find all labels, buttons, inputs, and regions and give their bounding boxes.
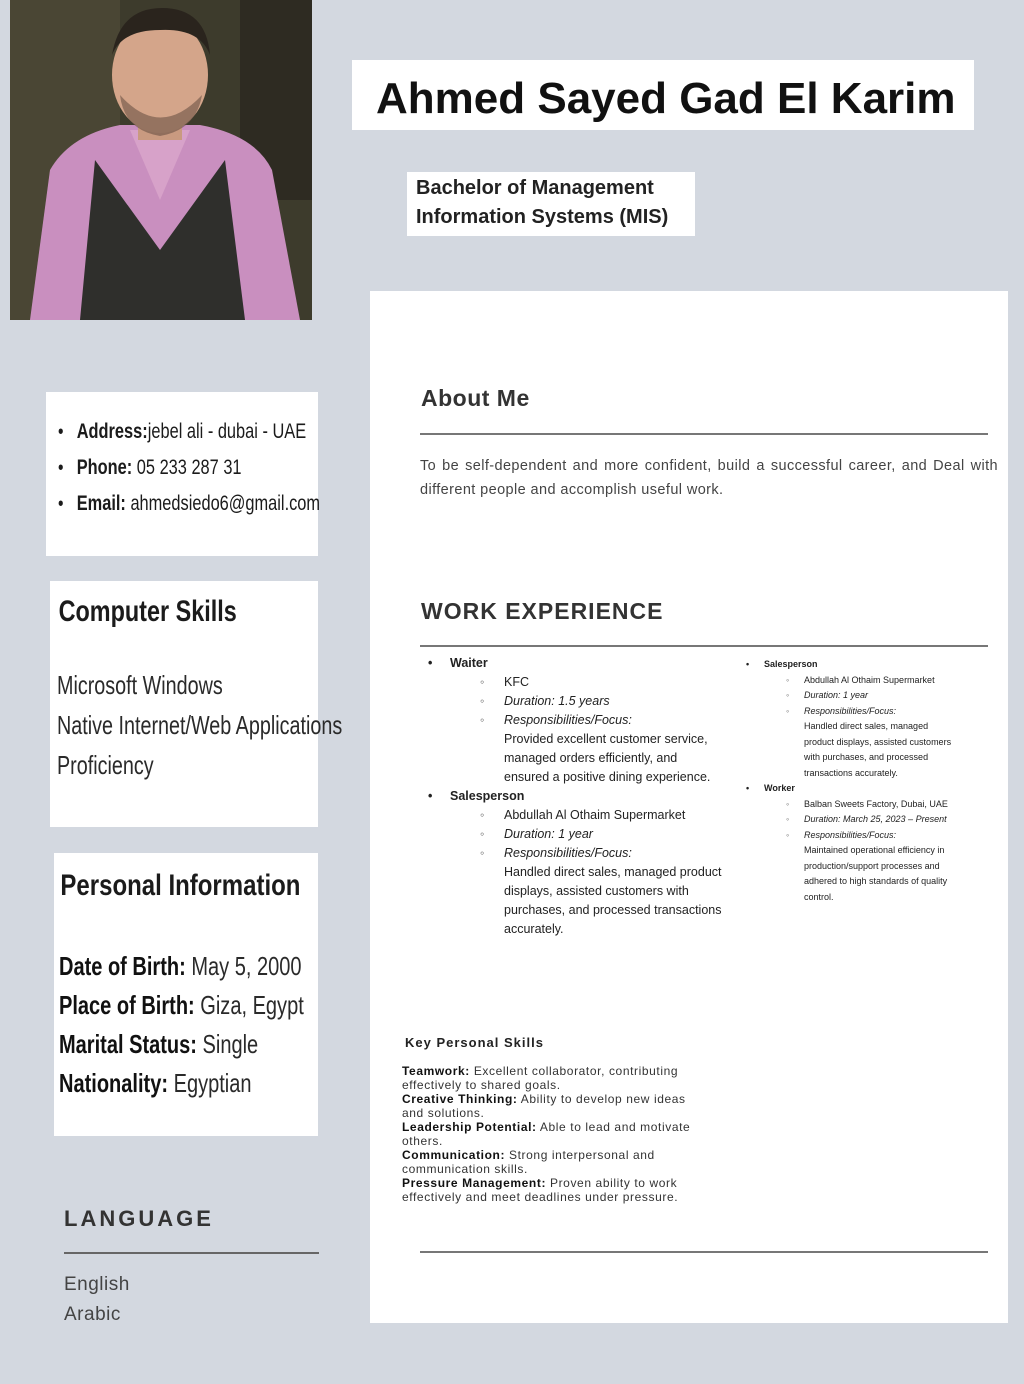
- job-responsibilities: ◦ Responsibilities/Focus: Handled direct sales, managed product displays, assisted customers with purchases, and processed transactions accurately.: [786, 705, 952, 778]
- computer-skills-title: Computer Skills: [58, 595, 237, 628]
- job-duration: ◦ Duration: 1 year: [786, 690, 869, 700]
- about-divider: [420, 433, 988, 435]
- job-role: • Salesperson: [746, 657, 956, 673]
- key-skills-title: Key Personal Skills: [405, 1035, 544, 1050]
- person-portrait-icon: [10, 0, 312, 320]
- key-skill-item: Creative Thinking: Ability to develop new ideas and solutions.: [402, 1092, 686, 1120]
- bottom-divider: [420, 1251, 988, 1253]
- profile-photo: [10, 0, 312, 320]
- computer-skill-item: Microsoft Windows: [57, 670, 223, 700]
- job-responsibilities: ◦ Responsibilities/Focus: Maintained operational efficiency in production/support processes and adhered to high standards of quality control.: [786, 829, 948, 902]
- job-role: • Salesperson: [424, 787, 724, 806]
- job-responsibilities: ◦ Responsibilities/Focus: Provided excellent customer service, managed orders efficiently, and ensured a positive dining experience.: [480, 713, 711, 784]
- degree-box: [407, 172, 695, 236]
- key-skill-item: Pressure Management: Proven ability to work effectively and meet deadlines under pressure.: [402, 1176, 679, 1204]
- job-duration: ◦ Duration: 1 year: [480, 827, 593, 841]
- contact-card: [46, 392, 321, 556]
- marital-row: Marital Status: Single: [59, 1029, 259, 1059]
- degree-line-1: Bachelor of Management: [416, 177, 654, 199]
- job-company: ◦ Balban Sweets Factory, Dubai, UAE: [786, 798, 948, 809]
- job-responsibilities: ◦ Responsibilities/Focus: Handled direct sales, managed product displays, assisted customers with purchases, and processed transactions accurately.: [480, 846, 722, 936]
- about-text: To be self-dependent and more confident, build a successful career, and Deal with different people and accomplish useful work.: [420, 458, 998, 498]
- key-skill-item: Teamwork: Excellent collaborator, contributing effectively to shared goals.: [402, 1064, 679, 1092]
- work-left-column: [424, 654, 724, 939]
- key-skill-item: Communication: Strong interpersonal and communication skills.: [402, 1148, 655, 1176]
- key-skills-list: [402, 1064, 697, 1204]
- personal-info-card: [54, 853, 318, 1136]
- nationality-row: Nationality: Egyptian: [59, 1068, 252, 1098]
- contact-email[interactable]: • Email: ahmedsiedo6@gmail.com: [58, 486, 261, 522]
- computer-skill-item: Proficiency: [57, 750, 154, 780]
- job-duration: ◦ Duration: March 25, 2023 – Present: [786, 814, 947, 824]
- contact-phone: • Phone: 05 233 287 31: [58, 450, 261, 486]
- computer-skills-card: [50, 581, 343, 827]
- contact-address: • Address:jebel ali - dubai - UAE: [58, 414, 261, 450]
- job-company: ◦ Abdullah Al Othaim Supermarket: [786, 674, 935, 685]
- job-company: ◦ KFC: [480, 675, 529, 689]
- job-duration: ◦ Duration: 1.5 years: [480, 694, 610, 708]
- language-item: Arabic: [64, 1304, 121, 1325]
- about-title: About Me: [421, 385, 530, 411]
- computer-skill-item: Native Internet/Web Applications: [57, 710, 343, 740]
- job-company: ◦ Abdullah Al Othaim Supermarket: [480, 808, 686, 822]
- language-title: LANGUAGE: [64, 1206, 214, 1231]
- key-skill-item: Leadership Potential: Able to lead and motivate others.: [402, 1120, 691, 1148]
- candidate-name: Ahmed Sayed Gad El Karim: [376, 74, 956, 123]
- degree-line-2: Information Systems (MIS): [416, 206, 669, 228]
- personal-info-title: Personal Information: [60, 869, 301, 902]
- pob-row: Place of Birth: Giza, Egypt: [59, 990, 304, 1020]
- language-divider: [64, 1252, 319, 1254]
- dob-row: Date of Birth: May 5, 2000: [59, 951, 302, 981]
- language-item: English: [64, 1274, 130, 1295]
- job-role: • Waiter: [424, 654, 724, 673]
- work-divider: [420, 645, 988, 647]
- work-title: WORK EXPERIENCE: [421, 598, 664, 624]
- job-role: • Worker: [746, 781, 956, 797]
- work-right-column: [746, 657, 956, 905]
- language-list: [64, 1270, 130, 1330]
